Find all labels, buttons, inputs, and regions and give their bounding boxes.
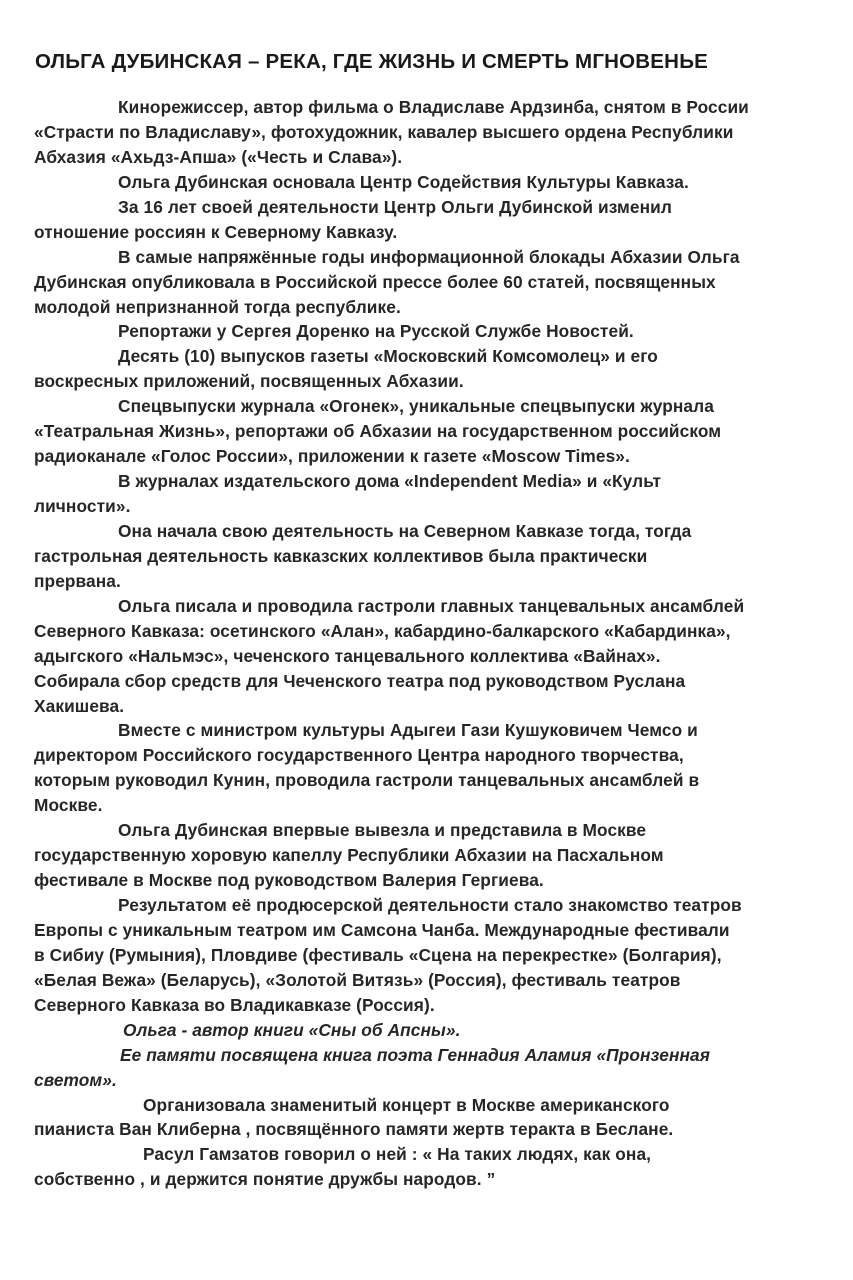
paragraph-line: Хакишева. (34, 695, 125, 716)
paragraph (34, 718, 834, 818)
article-title: ОЛЬГА ДУБИНСКАЯ – РЕКА, ГДЕ ЖИЗНЬ И СМЕРТЬ МГНОВЕНЬЕ (35, 50, 708, 73)
paragraph-line: Ольга Дубинская основала Центр Содействия Культуры Кавказа. (118, 171, 689, 192)
paragraph (34, 319, 834, 344)
paragraph-line: «Театральная Жизнь», репортажи об Абхазии на государственном российском (34, 421, 722, 442)
paragraph-line: Абхазия «Ахьдз-Апша» («Честь и Слава»). (34, 146, 403, 167)
article-body (34, 95, 834, 1192)
paragraph-line: радиоканале «Голос России», приложении к газете «Moscow Times». (34, 446, 630, 467)
paragraph-line: Москве. (34, 795, 103, 816)
paragraph-line: Расул Гамзатов говорил о ней : « На таких людях, как она, (143, 1144, 652, 1165)
paragraph-line: «Страсти по Владиславу», фотохудожник, кавалер высшего ордена Республики (34, 121, 734, 142)
paragraph (34, 469, 834, 519)
paragraph-line: которым руководил Кунин, проводила гастроли танцевальных ансамблей в (34, 770, 700, 791)
paragraph-line: Кинорежиссер, автор фильма о Владиславе Ардзинба, снятом в России (118, 97, 749, 117)
paragraph-line: За 16 лет своей деятельности Центр Ольги Дубинской изменил (118, 196, 672, 217)
paragraph-line: Результатом её продюсерской деятельности стало знакомство театров (118, 895, 742, 915)
paragraph-line: личности». (34, 496, 131, 516)
paragraph-line: собственно , и держится понятие дружбы народов. ” (34, 1169, 496, 1190)
paragraph-line: государственную хоровую капеллу Республики Абхазии на Пасхальном (34, 845, 664, 866)
paragraph-line: фестивале в Москве под руководством Валерия Гергиева. (34, 870, 544, 891)
paragraph (34, 893, 834, 1018)
paragraph-line: Десять (10) выпусков газеты «Московский Комсомолец» и его (118, 346, 658, 367)
paragraph (34, 1142, 834, 1192)
paragraph (34, 344, 834, 394)
paragraph (34, 1018, 834, 1043)
paragraph (34, 1093, 834, 1143)
paragraph-line: Северного Кавказа во Владикавказе (Россия). (34, 994, 435, 1015)
paragraph-line: в Сибиу (Румыния), Пловдиве (фестиваль «Сцена на перекрестке» (Болгария), (34, 944, 722, 965)
paragraph-line: прервана. (34, 570, 121, 591)
paragraph-line: Собирала сбор средств для Чеченского театра под руководством Руслана (34, 670, 686, 691)
paragraph-line: Репортажи у Сергея Доренко на Русской Службе Новостей. (118, 321, 634, 342)
paragraph-line: Ее памяти посвящена книга поэта Геннадия Аламия «Пронзенная (120, 1044, 711, 1065)
paragraph-line: Северного Кавказа: осетинского «Алан», кабардино-балкарского «Кабардинка», (34, 620, 731, 641)
paragraph-line: отношение россиян к Северному Кавказу. (34, 221, 398, 242)
paragraph-line: Дубинская опубликовала в Российской прессе более 60 статей, посвященных (34, 271, 716, 292)
paragraph-line: светом». (34, 1069, 117, 1090)
paragraph-line: молодой непризнанной тогда республике. (34, 296, 401, 317)
paragraph (34, 594, 834, 719)
paragraph (34, 95, 834, 170)
paragraph-line: Ольга - автор книги «Сны об Апсны». (123, 1019, 461, 1040)
paragraph-line: В журналах издательского дома «Independent Media» и «Культ (118, 471, 662, 492)
paragraph (34, 245, 834, 320)
paragraph-line: Ольга Дубинская впервые вывезла и представила в Москве (118, 820, 647, 841)
paragraph-line: адыгского «Нальмэс», чеченского танцевального коллектива «Вайнах». (34, 645, 661, 666)
paragraph-line: воскресных приложений, посвященных Абхазии. (34, 371, 464, 392)
paragraph (34, 170, 834, 195)
paragraph-line: В самые напряжённые годы информационной блокады Абхазии Ольга (118, 246, 740, 267)
paragraph (34, 519, 834, 594)
paragraph (34, 1043, 834, 1093)
paragraph-line: «Белая Вежа» (Беларусь), «Золотой Витязь» (Россия), фестиваль театров (34, 969, 681, 990)
paragraph (34, 195, 834, 245)
paragraph-line: Ольга писала и проводила гастроли главных танцевальных ансамблей (118, 595, 745, 616)
paragraph-line: директором Российского государственного Центра народного творчества, (34, 745, 684, 766)
paragraph-line: гастрольная деятельность кавказских коллективов была практически (34, 545, 648, 566)
paragraph (34, 394, 834, 469)
paragraph-line: Европы с уникальным театром им Самсона Чанба. Международные фестивали (34, 919, 730, 940)
paragraph-line: Спецвыпуски журнала «Огонек», уникальные спецвыпуски журнала (118, 396, 714, 417)
paragraph-line: Организовала знаменитый концерт в Москве американского (143, 1094, 670, 1115)
paragraph (34, 818, 834, 893)
paragraph-line: пианиста Ван Клиберна , посвящённого памяти жертв теракта в Беслане. (34, 1119, 674, 1140)
paragraph-line: Вместе с министром культуры Адыгеи Гази Кушуковичем Чемсо и (118, 720, 698, 741)
paragraph-line: Она начала свою деятельность на Северном Кавказе тогда, тогда (118, 520, 692, 541)
